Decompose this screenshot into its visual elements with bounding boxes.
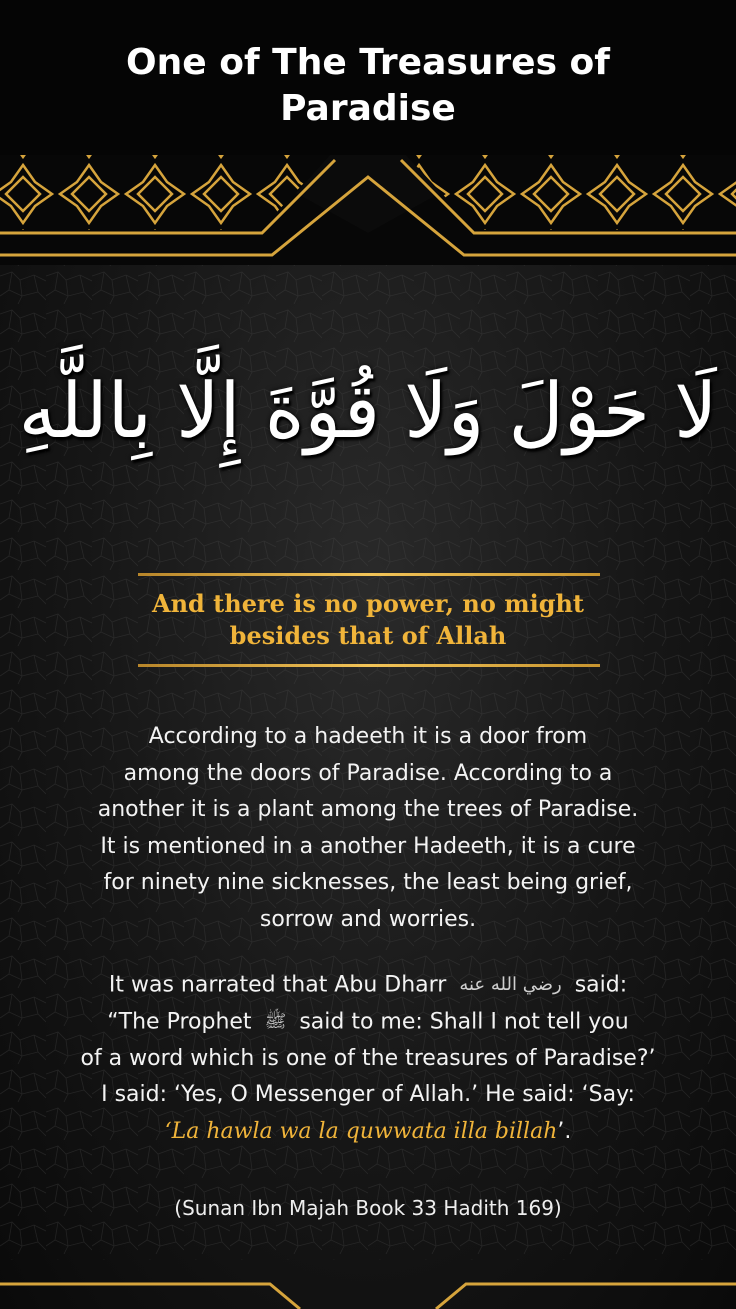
hadeeth-paragraph [40, 719, 696, 939]
narration-text: “The Prophet [107, 1009, 252, 1035]
paragraph-line: for ninety nine sicknesses, the least being grief, [103, 870, 633, 896]
narration-line [40, 1004, 696, 1041]
quote-mark: ‘ [164, 1118, 172, 1144]
translation-line: besides that of Allah [229, 621, 507, 650]
paragraph-line: another it is a plant among the trees of Paradise. [97, 797, 639, 823]
narration-text: said to me: Shall I not tell you [299, 1009, 629, 1035]
paragraph-line: among the doors of Paradise. According to a [123, 760, 613, 786]
translation [100, 588, 636, 652]
gold-divider-bottom [138, 664, 600, 667]
paragraph-line: sorrow and worries. [259, 906, 477, 932]
narration-line: I said: ‘Yes, O Messenger of Allah.’ He said: ‘Say: [101, 1082, 635, 1108]
paragraph-line: It is mentioned in a another Hadeeth, it is a cure [100, 833, 636, 859]
paragraph-line: According to a hadeeth it is a door from [148, 724, 588, 749]
narration-text: It was narrated that Abu Dharr [108, 972, 447, 998]
page-title: One of The Treasures of Paradise [126, 42, 610, 129]
narration-text: said: [574, 972, 628, 998]
honorific-mark: رضي الله عنه [459, 974, 562, 995]
gold-divider-top [138, 573, 600, 576]
gold-lattice-ornament [0, 155, 736, 265]
narration-line: of a word which is one of the treasures of Paradise?’ [80, 1045, 656, 1071]
hadith-source: (Sunan Ibn Majah Book 33 Hadith 169) [174, 1196, 562, 1220]
arabic-text: لَا حَوْلَ وَلَا قُوَّةَ إِلَّا بِاللَّهِ [18, 365, 718, 455]
quote-close: ’. [557, 1118, 572, 1144]
arabic-calligraphy [18, 335, 718, 485]
narration-paragraph [40, 967, 696, 1151]
narration-line [40, 967, 696, 1004]
translation-line: And there is no power, no might [151, 589, 585, 618]
transliteration: La hawla wa la quwwata illa billah [171, 1118, 558, 1144]
salawat-mark: ﷺ [264, 1010, 287, 1032]
bottom-gold-border [0, 1262, 736, 1309]
narration-line [40, 1114, 696, 1151]
